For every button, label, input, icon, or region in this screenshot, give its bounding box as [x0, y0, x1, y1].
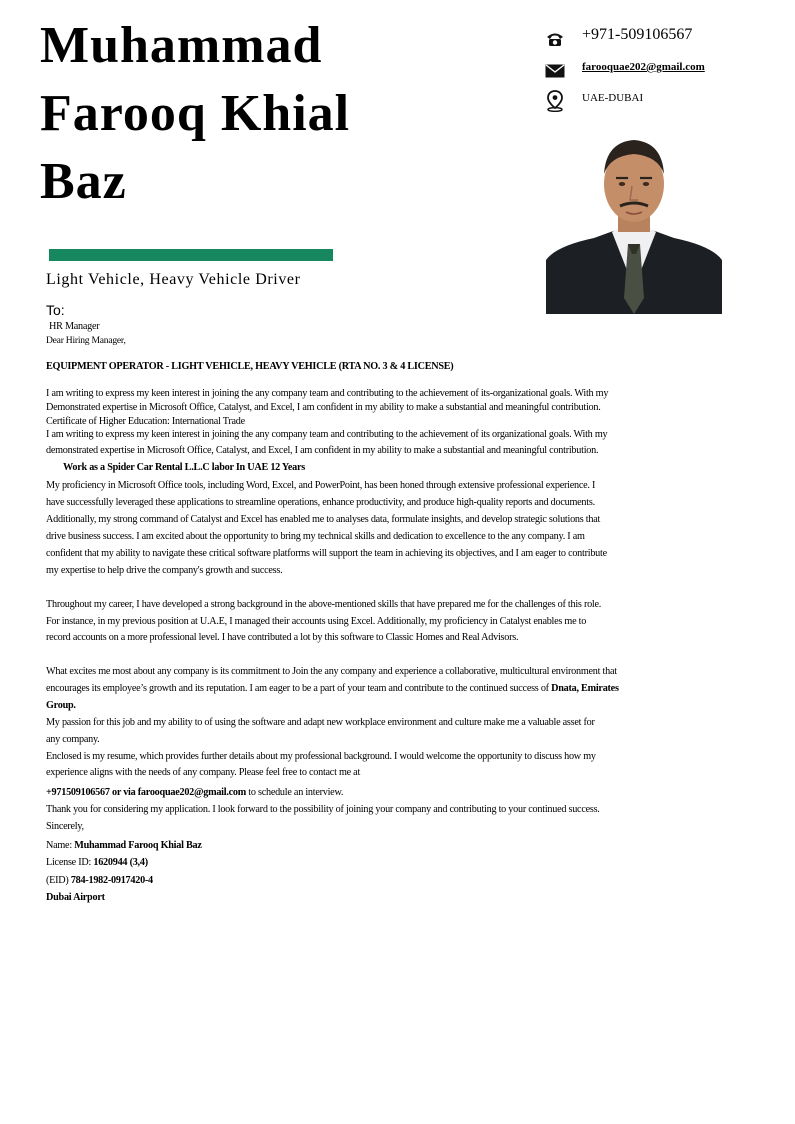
license-id — [46, 857, 148, 868]
salutation: Dear Hiring Manager, — [46, 335, 126, 346]
profile-photo — [546, 128, 722, 314]
recipient: HR Manager — [49, 321, 100, 332]
company-name-cont: Group. — [46, 700, 76, 711]
paragraph-line: Additionally, my strong command of Catalyst and Excel has enabled me to analyses data, formulate insights, and develop strategic solutions that — [46, 514, 601, 525]
paragraph-line: experience aligns with the needs of any company. Please feel free to contact me at — [46, 767, 361, 778]
intro-line: demonstrated expertise in Microsoft Office, Catalyst, and Excel, I am confident in my ability to make a substantial and meaningful contribution. — [46, 445, 599, 456]
contact-details[interactable]: +971509106567 or via farooquae202@gmail.com — [46, 787, 246, 798]
intro-line: I am writing to express my keen interest in joining the any company team and contributing to the achievement of its organizational goals. With my — [46, 429, 608, 440]
paragraph-line — [46, 683, 619, 694]
signature-location: Dubai Airport — [46, 892, 105, 903]
paragraph-line: any company. — [46, 734, 100, 745]
paragraph-line: record accounts on a more professional level. I have contributed a lot by this software to Classic Homes and Real Advisors. — [46, 632, 519, 643]
location-pin-icon — [544, 90, 566, 112]
eid — [46, 875, 153, 886]
eid-label: (EID) — [46, 875, 71, 886]
paragraph-line: drive business success. I am excited about the opportunity to bring my technical skills and dedication to excellence to the any company. I am — [46, 531, 585, 542]
name-line-2: Farooq Khial — [40, 85, 351, 142]
paragraph-line: Enclosed is my resume, which provides further details about my professional background. I would welcome the opportunity to discuss how my — [46, 751, 596, 762]
license-label: License ID: — [46, 857, 94, 868]
accent-bar — [49, 249, 333, 261]
location-row — [544, 90, 644, 112]
phone-row — [544, 26, 693, 50]
location-text: UAE-DUBAI — [582, 92, 644, 104]
email-row — [544, 60, 705, 82]
license-value: 1620944 (3,4) — [93, 857, 148, 868]
email-link[interactable]: farooquae202@gmail.com — [582, 61, 705, 73]
name-line-3: Baz — [40, 153, 127, 210]
paragraph-line: What excites me most about any company is its commitment to Join the any company and experience a collaborative, multicultural environment that — [46, 666, 617, 677]
paragraph-line: Throughout my career, I have developed a strong background in the above-mentioned skills that have prepared me for the challenges of this role. — [46, 599, 602, 610]
signature-label: Name: — [46, 840, 75, 851]
paragraph-line: My proficiency in Microsoft Office tools, including Word, Excel, and PowerPoint, has been honed through extensive professional experience. I — [46, 480, 596, 491]
profile-photo-illustration — [546, 128, 722, 314]
paragraph-line — [46, 787, 343, 798]
work-heading: Work as a Spider Car Rental L.L.C labor In UAE 12 Years — [63, 462, 305, 473]
signature-name — [46, 840, 202, 851]
phone-icon — [544, 28, 566, 50]
signature-value: Muhammad Farooq Khial Baz — [74, 840, 202, 851]
paragraph-line: my expertise to help drive the company's growth and success. — [46, 565, 283, 576]
job-title: Light Vehicle, Heavy Vehicle Driver — [46, 271, 301, 288]
applicant-name — [40, 12, 440, 216]
name-line-1: Muhammad — [40, 17, 323, 74]
paragraph-text: encourages its employee’s growth and its reputation. I am eager to be a part of your team and contribute to the continued success of — [46, 683, 552, 694]
certificate-line: Certificate of Higher Education: International Trade — [46, 416, 245, 427]
paragraph-line: have successfully leveraged these applications to streamline operations, enhance productivity, and produce high-quality reports and documents. — [46, 497, 595, 508]
paragraph-text: to schedule an interview. — [245, 787, 344, 798]
to-label: To: — [46, 302, 65, 318]
subject-line: EQUIPMENT OPERATOR - LIGHT VEHICLE, HEAVY VEHICLE (RTA NO. 3 & 4 LICENSE) — [46, 361, 454, 372]
thanks-line: Thank you for considering my application. I look forward to the possibility of joining your company and contributing to your continued success. — [46, 804, 600, 815]
paragraph-line: My passion for this job and my ability to of using the software and adapt new workplace environment and culture make me a valuable asset for — [46, 717, 595, 728]
eid-value: 784-1982-0917420-4 — [70, 875, 153, 886]
intro-line: I am writing to express my keen interest in joining the any company team and contributing to the achievement of its-organizational goals. With my — [46, 388, 609, 399]
company-name: Dnata, Emirates — [551, 683, 619, 694]
paragraph-line: confident that my ability to navigate these critical software platforms will support the team in achieving its objectives, and I am eager to contribute — [46, 548, 607, 559]
mail-icon — [544, 60, 566, 82]
closing: Sincerely, — [46, 821, 84, 832]
phone-number[interactable]: +971-509106567 — [582, 26, 693, 43]
intro-line: Demonstrated expertise in Microsoft Office, Catalyst, and Excel, I am confident in my ability to make a substantial and meaningful contribution. — [46, 402, 601, 413]
paragraph-line: For instance, in my previous position at U.A.E, I managed their accounts using Excel. Additionally, my proficiency in Catalyst enables me to — [46, 616, 587, 627]
